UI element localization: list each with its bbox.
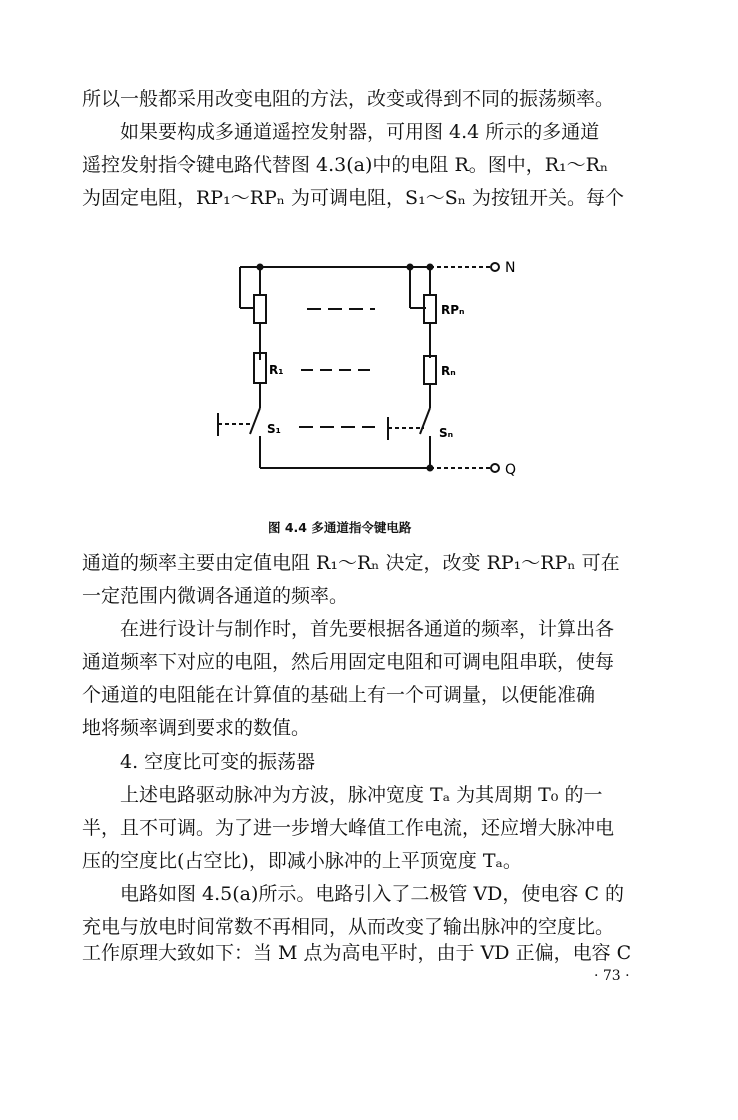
terminal-n [491, 263, 499, 271]
text-line-8: 通道频率下对应的电阻，然后用固定电阻和可调电阻串联，使每 [82, 651, 615, 673]
text-line-4: 为固定电阻，RP₁～RPₙ 为可调电阻，S₁～Sₙ 为按钮开关。每个 [82, 187, 624, 209]
label-s1: S₁ [267, 422, 281, 436]
text-line-5: 通道的频率主要由定值电阻 R₁～Rₙ 决定，改变 RP₁～RPₙ 可在 [82, 552, 620, 574]
text-line-6: 一定范围内微调各通道的频率。 [82, 585, 349, 607]
rp1-resistor [254, 295, 266, 323]
label-sn: Sₙ [439, 426, 454, 440]
figure-caption: 图 4.4 多通道指令键电路 [268, 520, 412, 535]
rn-resistor [424, 356, 436, 384]
text-line-9: 个通道的电阻能在计算值的基础上有一个可调量，以便能准确 [82, 684, 596, 706]
text-line-2: 如果要构成多通道遥控发射器，可用图 4.4 所示的多通道 [120, 121, 600, 143]
text-line-7: 在进行设计与制作时，首先要根据各通道的频率，计算出各 [120, 618, 615, 640]
circuit-diagram [205, 250, 525, 480]
text-line-15: 电路如图 4.5(a)所示。电路引入了二极管 VD，使电容 C 的 [120, 883, 625, 905]
text-line-17: 工作原理大致如下：当 M 点为高电平时，由于 VD 正偏，电容 C [82, 942, 632, 964]
label-r1: R₁ [269, 363, 284, 377]
label-rpn: RPₙ [441, 303, 465, 317]
text-line-14: 压的空度比(占空比)，即减小脉冲的上平顶宽度 Tₐ。 [82, 850, 522, 872]
s1-switch-blade [250, 408, 260, 434]
page-number: · 73 · [594, 968, 630, 984]
section-heading: 4. 空度比可变的振荡器 [120, 751, 316, 773]
label-q: Q [505, 462, 517, 478]
text-line-12: 上述电路驱动脉冲为方波，脉冲宽度 Tₐ 为其周期 T₀ 的一 [120, 784, 603, 806]
text-line-16: 充电与放电时间常数不再相同，从而改变了输出脉冲的空度比。 [82, 916, 615, 938]
text-line-3: 遥控发射指令键电路代替图 4.3(a)中的电阻 R。图中，R₁～Rₙ [82, 154, 609, 176]
sn-switch-blade [420, 408, 430, 434]
text-line-10: 地将频率调到要求的数值。 [82, 717, 311, 739]
terminal-q [491, 464, 499, 472]
text-line-13: 半，且不可调。为了进一步增大峰值工作电流，还应增大脉冲电 [82, 817, 615, 839]
label-n: N [505, 260, 516, 276]
text-line-1: 所以一般都采用改变电阻的方法，改变或得到不同的振荡频率。 [82, 88, 615, 110]
label-rn: Rₙ [441, 364, 456, 378]
